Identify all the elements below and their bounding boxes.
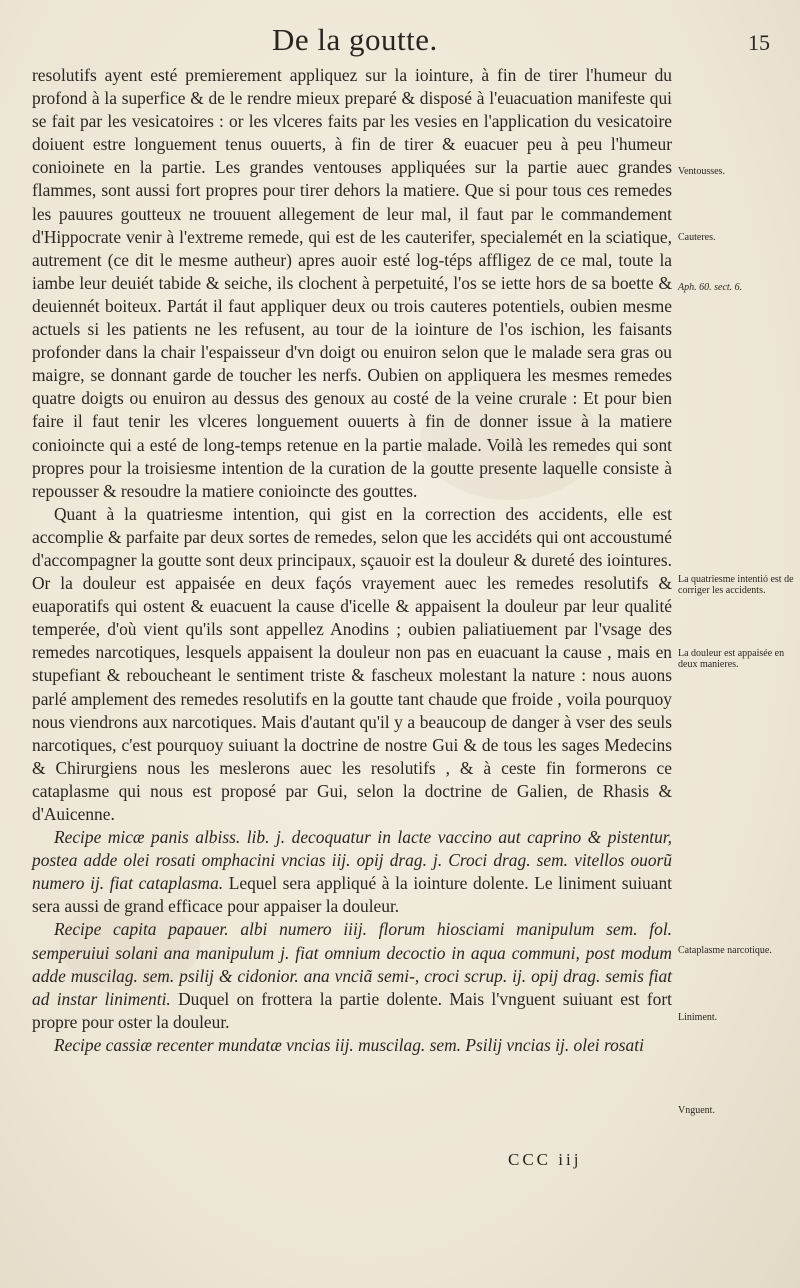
margin-note-liniment: Liniment. xyxy=(678,1012,718,1023)
page-number: 15 xyxy=(748,30,770,55)
margin-note-douleur: La douleur est appaisée en deux manieres. xyxy=(678,648,785,670)
signature-mark: CCC iij xyxy=(508,1150,582,1169)
recipe-latin: Recipe cassiæ recenter mundatæ vncias iij. muscilag. sem. Psilij vncias ij. olei rosati xyxy=(54,1034,644,1055)
recipe-vnguent xyxy=(32,1034,672,1057)
paragraph-2 xyxy=(32,503,672,826)
main-text-column xyxy=(32,64,672,1057)
margin-note-cauteres: Cauteres. xyxy=(678,232,716,243)
paragraph-1-text: resolutifs ayent esté premierement appliquez sur la iointure, à fin de tirer l'humeur du profond à la superfice & de le rendre mieux preparé & disposé à l'euacuation manifeste qui se fait par les vesicatoires : or les vlceres faits par les vesies en l'application du vesicatoire doiuent estre longuement tenus ouuerts, à fin de tirer & euacuer peu à peu l'humeur conioinete en la partie. Les grandes ventouses appliquées sur la partie auec grandes flammes, sont aussi fort propres pour tirer dehors la matiere. Que si pour tous ces remedes les pauures goutteux ne trouuent allegement de leur mal, il faut par le commandement d'Hippocrate venir à l'extreme remede, qui est de les cauterifer, specialemét en la sciatique, autrement (ce dit le mesme autheur) apres auoir esté log-téps affligez de ce mal, toute la iambe leur deuiét tabide & seiche, ils clochent à perpetuité, l'os se iette hors de sa boette & deuiennét boiteux. Partát il faut appliquer deux ou trois cauteres potentiels, oubien mesme actuels si les patients ne les refusent, au tour de la iointure de l'os ischion, les faisants profonder dans la chair l'espaisseur d'vn doigt ou enuiron selon que le malade sera gras ou maigre, se donnant garde de toucher les nerfs. Oubien on appliquera les mesmes remedes quatre doigts ou enuiron au dessus des genoux au costé de la veine crurale : Et pour bien faire il faut tenir les vlceres longuement ouuerts à fin de donner issue à la matiere conioincte qui a esté de long-temps retenue en la partie malade. Voilà les remedes qui sont propres pour la troisiesme intention de la curation de la goutte presente laquelle consiste à repousser & resoudre la matiere conioincte des gouttes. xyxy=(32,65,672,501)
paragraph-2-text: Quant à la quatriesme intention, qui gist en la correction des accidents, elle est accomplie & parfaite par deux sortes de remedes, selon que les accidéts qui ont accoustumé d'accompagner la goutte sont deux principaux, sçauoir est la douleur & dureté des iointures. Or la douleur est appaisée en deux façós vrayement auec les remedes resolutifs & euaporatifs qui ostent & euacuent la cause d'icelle & appaisent la douleur par leur qualité temperée, d'où vient qu'ils sont appellez Anodins ; oubien paliatiuement par l'vsage des remedes narcotiques, lesquels appaisent la douleur non pas en euacuant la cause , mais en stupefiant & reboucheant le sentiment triste & fascheux molestant la nature : nous auons parlé amplement des remedes resolutifs en la goutte tant chaude que froide , voila pourquoy nous viendrons aux narcotiques. Mais d'autant qu'il y a beaucoup de danger à vser des seuls narcotiques, c'est pourquoy suiuant la doctrine de nostre Gui & de tous les sages Medecins & Chirurgiens nous les meslerons auec les resolutifs , & à ceste fin formerons ce cataplasme qui nous est proposé par Gui, selon la doctrine de Galien, de Rhasis & d'Auicenne. xyxy=(32,503,672,824)
running-title: De la goutte. xyxy=(272,22,438,57)
margin-note-ventouses: Ventousses. xyxy=(678,166,725,177)
recipe-liniment xyxy=(32,918,672,1033)
recipe-latin: Recipe micæ panis albiss. lib. j. decoquatur in lacte vaccino aut caprino & pistentur, postea adde olei rosati omphacini vncias iij. opij drag. j. Croci drag. sem. vitellos ouorũ numero ij. fiat cataplasma. xyxy=(32,827,672,894)
margin-note-aphorism: Aph. 60. sect. 6. xyxy=(678,282,743,293)
margin-note-cataplasme: Cataplasme narcotique. xyxy=(678,945,772,956)
paragraph-1 xyxy=(32,64,672,503)
recipe-french: Duquel on frottera la partie dolente. Mais l'vnguent suiuant est fort propre pour oster la douleur. xyxy=(32,988,672,1032)
recipe-latin: Recipe capita papauer. albi numero iiij. florum hiosciami manipulum sem. fol. semperuiui solani ana manipulum j. fiat omnium decoctio in aqua communi, post modum adde muscilag. sem. psilij & cidonior. ana vnciã semi-, croci scrup. ij. opij drag. semis fiat ad instar linimenti. xyxy=(32,919,672,1009)
recipe-french: Lequel sera appliqué à la iointure dolente. Le liniment suiuant sera aussi de grand efficace pour appaiser la douleur. xyxy=(32,873,672,917)
margin-note-vnguent: Vnguent. xyxy=(678,1105,715,1116)
recipe-cataplasme xyxy=(32,826,672,918)
margin-note-quatriesme: La quatriesme intentió est de corriger les accidents. xyxy=(678,574,794,596)
margin-notes xyxy=(678,0,796,1288)
